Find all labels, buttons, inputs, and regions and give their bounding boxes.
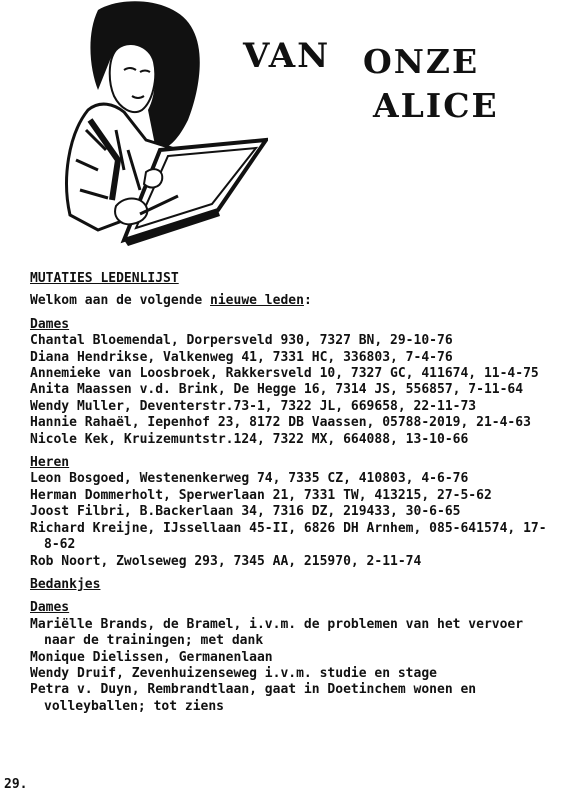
bedankjes-dames-heading: Dames: [30, 600, 70, 616]
face-shape: [110, 44, 156, 112]
section-title: MUTATIES LEDENLIJST: [30, 271, 179, 286]
new-dames-heading: Dames: [30, 316, 70, 332]
list-item: Annemieke van Loosbroek, Rakkersveld 10, 7327 GC, 411674, 11-4-75: [30, 366, 539, 382]
list-item: Richard Kreijne, IJssellaan 45-II, 6826 DH Arnhem, 085-641574, 17-8-62: [30, 520, 547, 553]
list-item: Monique Dielissen, Germanenlaan: [30, 649, 273, 665]
list-item: Leon Bosgoed, Westenenkerweg 74, 7335 CZ, 410803, 4-6-76: [30, 471, 469, 487]
welcome-new-members: nieuwe leden: [210, 293, 304, 309]
bedankjes-heading: Bedankjes: [30, 576, 101, 592]
list-item: Anita Maassen v.d. Brink, De Hegge 16, 7314 JS, 556857, 7-11-64: [30, 382, 524, 398]
list-item: Herman Dommerholt, Sperwerlaan 21, 7331 TW, 413215, 27-5-62: [30, 487, 492, 503]
list-item: Nicole Kek, Kruizemuntstr.124, 7322 MX, 664088, 13-10-66: [30, 431, 469, 447]
member-changes-document: [30, 271, 560, 715]
new-heren-heading: Heren: [30, 455, 70, 471]
welcome-suffix: :: [303, 293, 312, 309]
woman-writing-illustration: [28, 0, 268, 250]
welcome-prefix: Welkom aan de volgende: [30, 293, 211, 309]
list-item: Wendy Druif, Zevenhuizenseweg i.v.m. studie en stage: [30, 665, 437, 681]
list-item: Mariëlle Brands, de Bramel, i.v.m. de problemen van het vervoer naar de trainingen; met dank: [30, 616, 531, 649]
list-item: Chantal Bloemendal, Dorpersveld 930, 7327 BN, 29-10-76: [30, 333, 453, 349]
title-van: VAN: [243, 36, 331, 76]
list-item: Petra v. Duyn, Rembrandtlaan, gaat in Doetinchem wonen en volleyballen; tot ziens: [30, 682, 484, 714]
title-alice: ALICE: [373, 86, 499, 125]
list-item: Joost Filbri, B.Backerlaan 34, 7316 DZ, 219433, 30-6-65: [30, 504, 461, 520]
page-number: 29.: [4, 777, 28, 792]
list-item: Wendy Muller, Deventerstr.73-1, 7322 JL, 669658, 22-11-73: [30, 398, 477, 414]
list-item: Hannie Rahaël, Iepenhof 23, 8172 DB Vaassen, 05788-2019, 21-4-63: [30, 415, 531, 431]
welcome-line: [30, 293, 560, 309]
title-onze: ONZE: [363, 42, 480, 81]
list-item: Rob Noort, Zwolseweg 293, 7345 AA, 215970, 2-11-74: [30, 553, 422, 569]
list-item: Diana Hendrikse, Valkenweg 41, 7331 HC, 336803, 7-4-76: [30, 349, 453, 365]
